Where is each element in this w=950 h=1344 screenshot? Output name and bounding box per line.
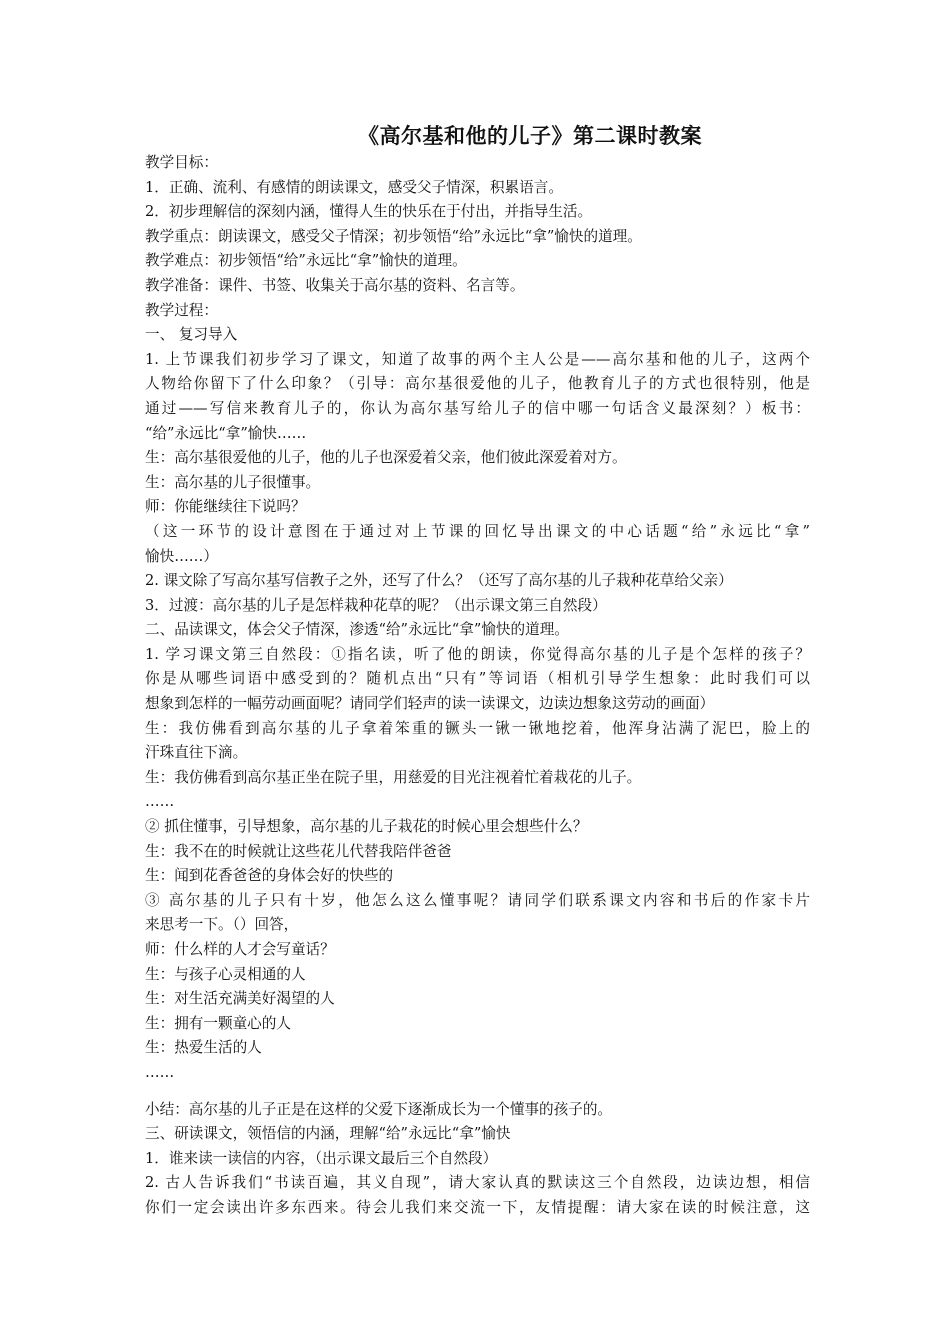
text-line: 想象到怎样的一幅劳动画面呢？请同学们轻声的读一读课文，边读边想象这劳动的画面） (145, 695, 715, 713)
text-line: （这一环节的设计意图在于通过对上节课的回忆导出课文的中心话题“给”永远比“拿” (145, 522, 810, 540)
text-line: 通过——写信来教育儿子的，你认为高尔基写给儿子的信中哪一句话含义最深刻？）板书： (145, 399, 810, 417)
text-line: …… (145, 1063, 175, 1081)
text-line: 教学难点：初步领悟“给”永远比“拿”愉快的道理。 (145, 252, 467, 270)
text-line: 人物给你留下了什么印象？（引导：高尔基很爱他的儿子，他教育儿子的方式也很特别，他是 (145, 375, 810, 393)
text-line: 2. 古人告诉我们“书读百遍，其义自现”，请大家认真的默读这三个自然段，边读边想，相信 (145, 1174, 810, 1192)
text-line: 2. 课文除了写高尔基写信教子之外，还写了什么？（还写了高尔基的儿子栽种花草给父亲） (145, 572, 733, 590)
text-line: 生：拥有一颗童心的人 (145, 1014, 291, 1032)
text-line: 教学重点：朗读课文，感受父子情深；初步领悟“给”永远比“拿”愉快的道理。 (145, 227, 642, 245)
text-line: 师：什么样的人才会写童话？ (145, 941, 335, 958)
text-line: 你是从哪些词语中感受到的？随机点出“只有”等词语（相机引导学生想象：此时我们可以 (145, 670, 810, 688)
text-line: 1．谁来读一读信的内容，（出示课文最后三个自然段） (145, 1149, 498, 1167)
text-line: 1. 上节课我们初步学习了课文，知道了故事的两个主人公是——高尔基和他的儿子，这两个 (145, 350, 810, 368)
text-line: 你们一定会读出许多东西来。待会儿我们来交流一下，友情提醒：请大家在读的时候注意，这 (145, 1198, 810, 1216)
text-line: 教学准备：课件、书签、收集关于高尔基的资料、名言等。 (145, 276, 525, 294)
text-line: 生：我仿佛看到高尔基的儿子拿着笨重的镢头一锹一锹地挖着，他浑身沾满了泥巴，脸上的 (145, 719, 810, 737)
text-line: 一、 复习导入 (145, 326, 238, 344)
text-line: 1．正确、流利、有感情的朗读课文，感受父子情深，积累语言。 (145, 178, 563, 196)
text-line: “给”永远比“拿”愉快…… (145, 424, 307, 442)
text-line: 生：高尔基的儿子很懂事。 (145, 473, 321, 491)
text-line: 教学目标： (145, 154, 218, 171)
text-line: 生：我不在的时候就让这些花儿代替我陪伴爸爸 (145, 842, 452, 860)
text-line: …… (145, 793, 175, 811)
text-line: 生：对生活充满美好渴望的人 (145, 990, 335, 1008)
text-line: 2．初步理解信的深刻内涵，懂得人生的快乐在于付出，并指导生活。 (145, 203, 593, 221)
text-line: 二、品读课文，体会父子情深，渗透“给”永远比“拿”愉快的道理。 (145, 621, 569, 639)
paragraph-gap (145, 1086, 810, 1098)
text-line: 愉快……） (145, 547, 218, 565)
text-line: 来思考一下。（）回答， (145, 916, 299, 934)
text-line: 生：热爱生活的人 (145, 1039, 262, 1057)
text-line: 汗珠直往下滴。 (145, 744, 248, 762)
text-line: 小结：高尔基的儿子正是在这样的父爱下逐渐成长为一个懂事的孩子的。 (145, 1100, 613, 1118)
text-line: 生：与孩子心灵相通的人 (145, 965, 306, 983)
text-line: 生：高尔基很爱他的儿子，他的儿子也深爱着父亲，他们彼此深爱着对方。 (145, 449, 627, 467)
document-body (145, 151, 810, 1221)
text-line: ② 抓住懂事，引导想象，高尔基的儿子栽花的时候心里会想些什么？ (145, 818, 588, 836)
text-line: 1. 学习课文第三自然段：①指名读，听了他的朗读，你觉得高尔基的儿子是个怎样的孩子？ (145, 645, 810, 663)
text-line: 3．过渡：高尔基的儿子是怎样栽种花草的呢？（出示课文第三自然段） (145, 596, 607, 614)
text-line: 师：你能继续往下说吗？ (145, 498, 306, 516)
text-line: 教学过程： (145, 301, 218, 319)
text-line: ③ 高尔基的儿子只有十岁，他怎么这么懂事呢？请同学们联系课文内容和书后的作家卡片 (145, 891, 810, 909)
text-line: 生：我仿佛看到高尔基正坐在院子里，用慈爱的目光注视着忙着栽花的儿子。 (145, 768, 642, 786)
text-line: 三、研读课文，领悟信的内涵，理解“给”永远比“拿”愉快 (145, 1125, 511, 1143)
document-title: 《高尔基和他的儿子》第二课时教案 (358, 123, 702, 148)
text-line: 生：闻到花香爸爸的身体会好的快些的 (145, 867, 394, 885)
